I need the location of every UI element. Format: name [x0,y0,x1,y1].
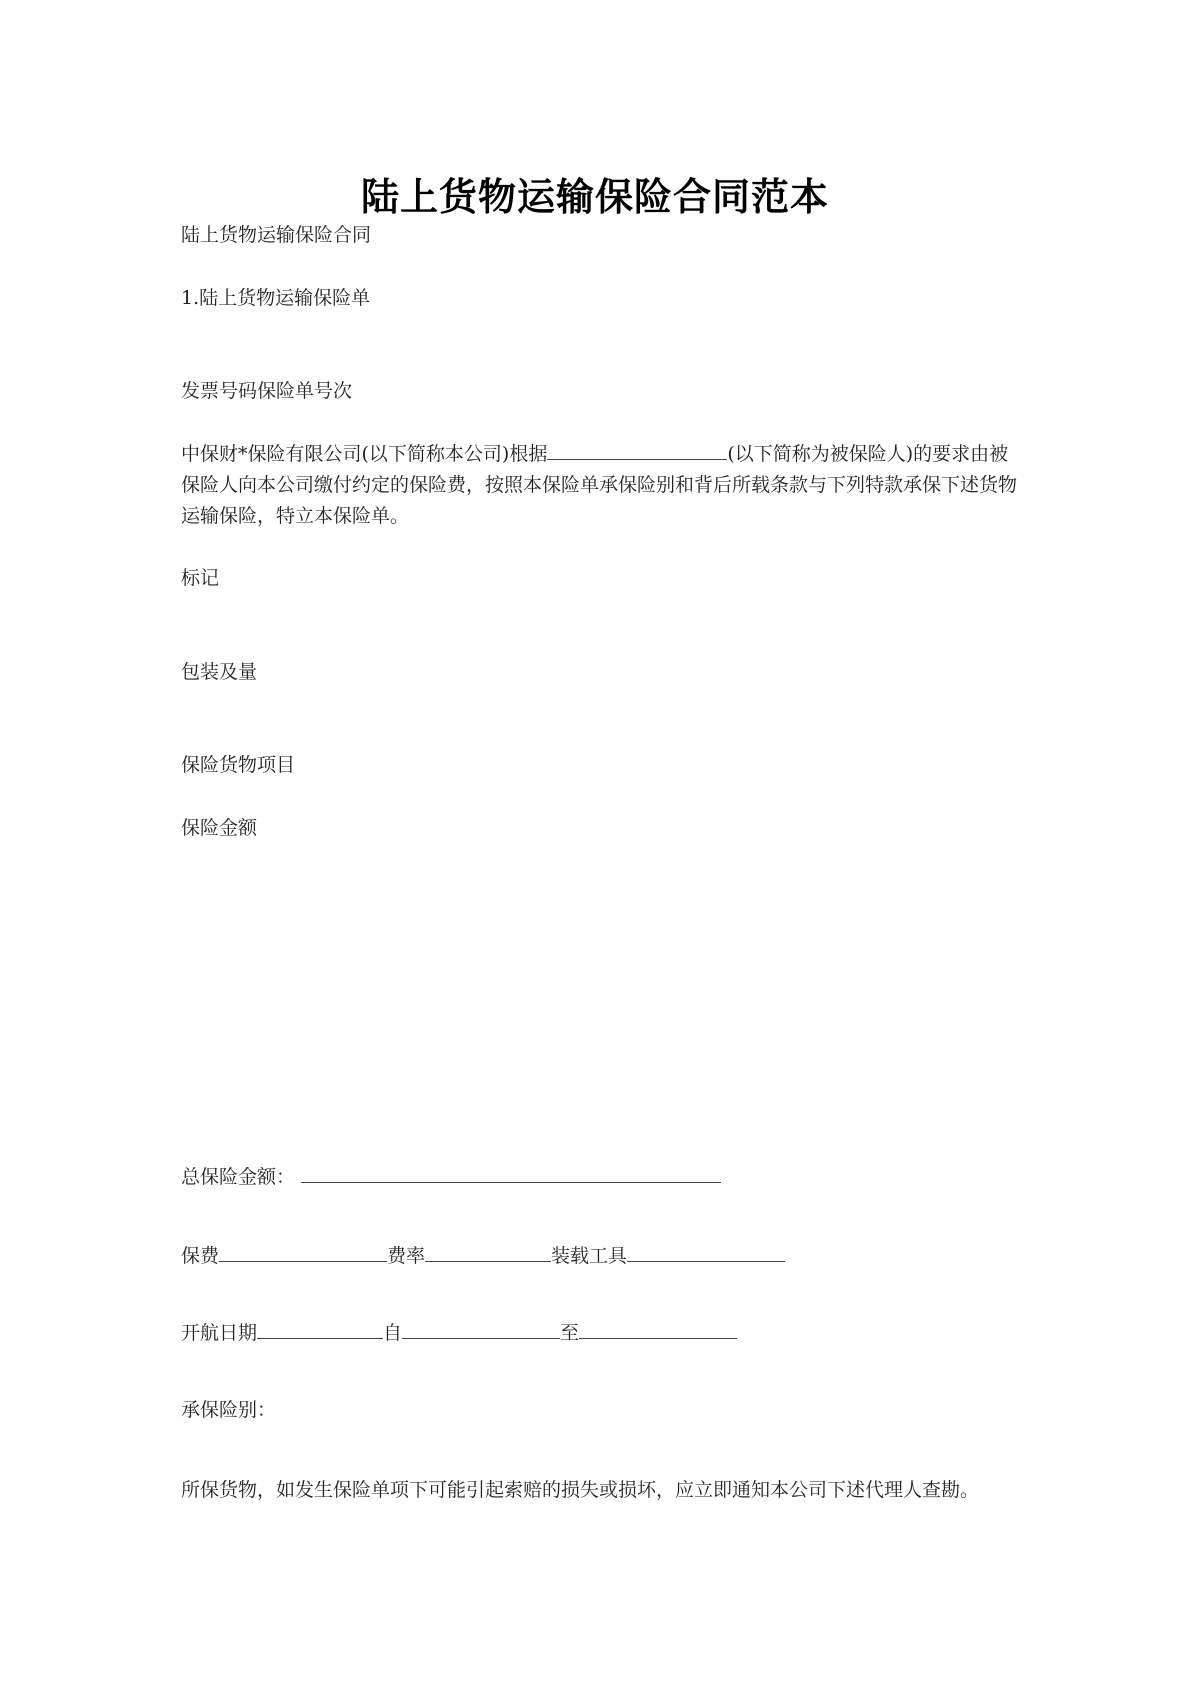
intro-text-part2: (以下简称为被保险人)的要求由被保险人向本公司缴付约定的保险费，按照本保险单承保险别和背后所载条款与下列特款承保下述货物运输保险，特立本保险单。 [181,443,1018,527]
from-blank[interactable] [402,1318,560,1339]
rate-label: 费率 [387,1245,426,1267]
packing-quantity-label: 包装及量 [181,661,258,683]
rate-blank[interactable] [425,1241,551,1262]
section-heading-1: 1.陆上货物运输保险单 [181,287,371,309]
invoice-policy-number-label: 发票号码保险单号次 [181,380,353,402]
premium-label: 保费 [181,1245,220,1267]
to-blank[interactable] [579,1318,737,1339]
notice-paragraph: 所保货物，如发生保险单项下可能引起索赔的损失或损坏，应立即通知本公司下述代理人查勘。 [181,1479,980,1501]
conveyance-blank[interactable] [627,1241,785,1262]
conditions-label: 承保险别： [181,1399,277,1421]
premium-blank[interactable] [219,1241,387,1262]
insured-goods-label: 保险货物项目 [181,754,296,776]
sailing-date-row [181,1318,737,1348]
total-insured-amount-label: 总保险金额： [181,1166,296,1188]
to-label: 至 [560,1322,580,1344]
total-insured-amount-blank[interactable] [301,1162,721,1183]
contract-subtitle: 陆上货物运输保险合同 [181,224,372,246]
from-label: 自 [383,1322,403,1344]
document-title: 陆上货物运输保险合同范本 [360,175,829,219]
marks-label: 标记 [181,567,220,589]
insured-amount-label: 保险金额 [181,817,258,839]
intro-paragraph [181,439,1021,532]
sailing-date-blank[interactable] [257,1318,383,1339]
total-insured-amount-row [181,1162,721,1192]
sailing-date-label: 开航日期 [181,1322,258,1344]
conveyance-label: 装载工具 [551,1245,628,1267]
premium-row [181,1241,785,1271]
intro-text-part1: 中保财*保险有限公司(以下简称本公司)根据 [181,443,548,465]
insured-name-blank[interactable] [547,439,727,460]
